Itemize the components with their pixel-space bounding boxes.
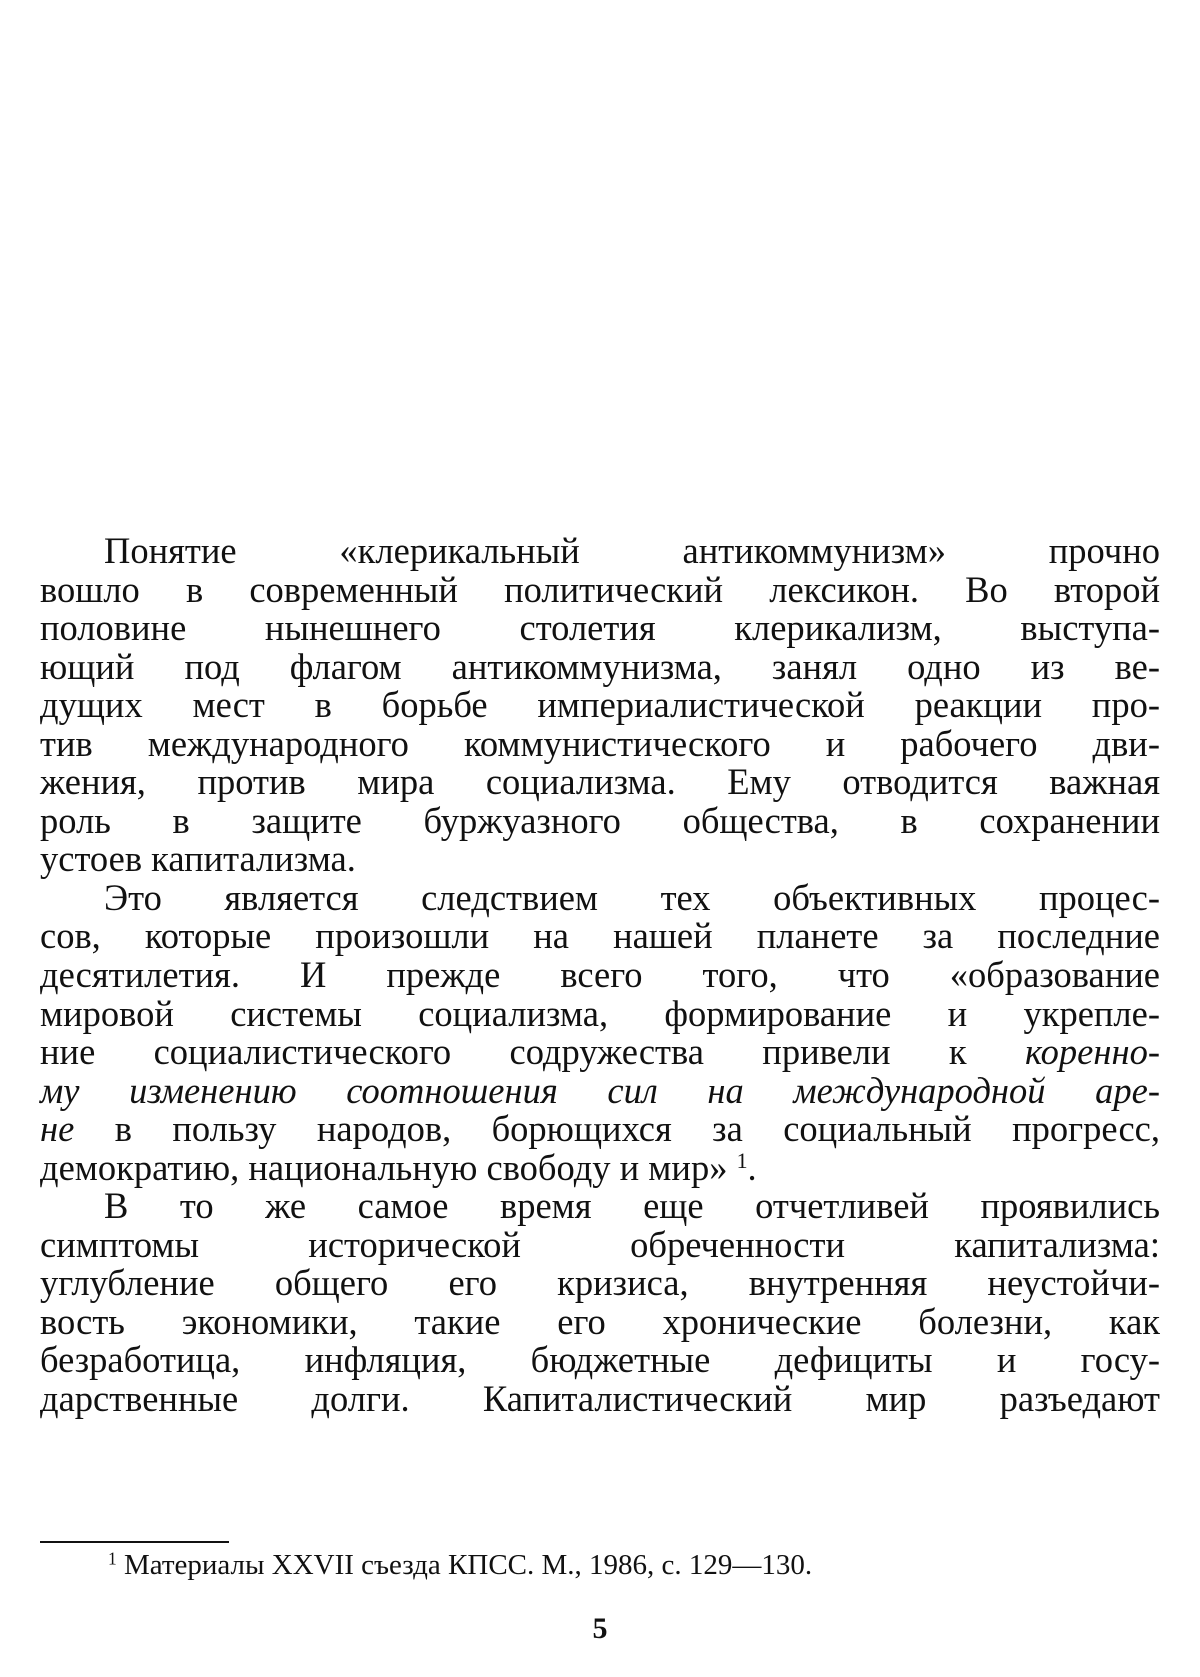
paragraph-1 (40, 532, 1160, 879)
text-line (40, 1033, 1160, 1072)
text-line: тив международного коммунистического и рабочего дви- (40, 722, 1160, 764)
text-line: Это является следствием тех объективных процес- (104, 876, 1160, 918)
text-line (40, 1110, 1160, 1149)
text-line: роль в защите буржуазного общества, в сохранении (40, 799, 1160, 841)
text-line: вошло в современный политический лексикон. Во второй (40, 568, 1160, 610)
paragraph-2 (40, 876, 1160, 1188)
text-line: дущих мест в борьбе империалистической реакции про- (40, 684, 1160, 726)
text-run: в пользу народов, борющихся за социальный прогресс, (74, 1108, 1160, 1150)
footnote-reference: 1 (736, 1147, 748, 1173)
footnote-divider (40, 1541, 229, 1543)
text-line: углубление общего его кризиса, внутренняя неустойчи- (40, 1262, 1160, 1304)
text-line: жения, против мира социализма. Ему отводится важная (40, 761, 1160, 803)
footnote-text: Материалы XXVII съезда КПСС. М., 1986, с. 129—130. (123, 1549, 813, 1581)
text-line: дарственные долги. Капиталистический мир разъедают (40, 1378, 1160, 1420)
italic-quote-text: коренно- (1024, 1031, 1160, 1073)
paragraph-3 (40, 1187, 1160, 1418)
text-line: В то же самое время еще отчетливей проявились (104, 1185, 1160, 1227)
italic-quote-text: му изменению соотношения сил на международной аре- (40, 1069, 1160, 1111)
text-run: . (747, 1146, 757, 1188)
text-line: безработица, инфляция, бюджетные дефициты и госу- (40, 1339, 1160, 1381)
text-line: половине нынешнего столетия клерикализм, выступа- (40, 607, 1160, 649)
text-line: Понятие «клерикальный антикоммунизм» прочно (104, 530, 1160, 571)
text-line: ющий под флагом антикоммунизма, занял одно из ве- (40, 645, 1160, 687)
footnote (108, 1548, 812, 1582)
footnote-marker: 1 (108, 1548, 117, 1569)
text-line: мировой системы социализма, формирование и укрепле- (40, 992, 1160, 1034)
italic-quote-text: не (40, 1108, 75, 1150)
text-run: демократию, национальную свободу и мир» (40, 1146, 737, 1188)
text-line: сов, которые произошли на нашей планете за последние (40, 915, 1160, 957)
text-run: ние социалистического содружества привели к (40, 1031, 1025, 1073)
text-line (40, 1146, 1160, 1188)
body-text (40, 532, 1160, 1419)
text-line: десятилетия. И прежде всего того, что «образование (40, 954, 1160, 996)
text-line: симптомы исторической обреченности капитализма: (40, 1223, 1160, 1265)
text-line: вость экономики, такие его хронические болезни, как (40, 1300, 1160, 1342)
text-line (40, 1069, 1160, 1111)
text-line: устоев капитализма. (40, 838, 356, 880)
page-number: 5 (592, 1612, 608, 1645)
